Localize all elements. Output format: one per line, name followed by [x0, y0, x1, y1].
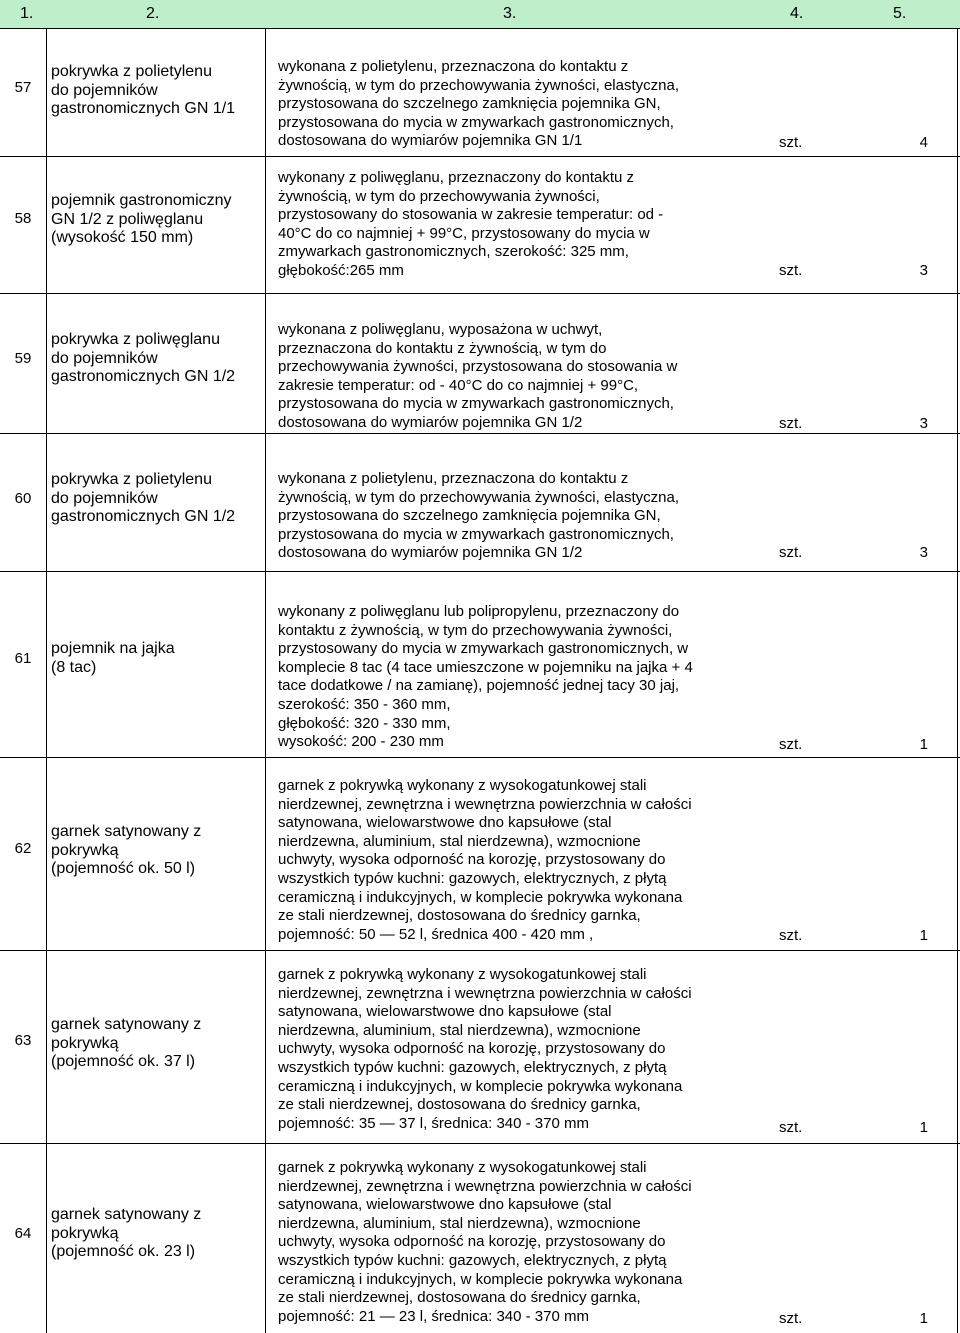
item-unit: szt.: [779, 1310, 803, 1327]
table-row: [0, 950, 960, 1143]
item-quantity: 1: [919, 1119, 928, 1136]
column-header-5: 5.: [893, 5, 907, 22]
item-quantity: 4: [919, 134, 928, 151]
item-description: wykonana z poliwęglanu, wyposażona w uchwyt, przeznaczona do kontaktu z żywnością, w tym do przechowywania żywności, przystosowana do stosowania w zakresie temperatur: od - 40°C do co najmniej + 99°C, przystosowana do mycia w zmywarkach gastronomicznych, dostosowana do wymiarów pojemnika GN 1/2: [278, 321, 678, 431]
row-number: 63: [14, 1032, 32, 1049]
item-name: pojemnik na jajka (8 tac): [51, 640, 175, 676]
item-name: pokrywka z polietylenu do pojemników gastronomicznych GN 1/1: [51, 63, 236, 118]
table-row: [0, 1143, 960, 1333]
item-name: pokrywka z polietylenu do pojemników gastronomicznych GN 1/2: [51, 471, 236, 526]
item-quantity: 1: [919, 736, 928, 753]
item-description: garnek z pokrywką wykonany z wysokogatunkowej stali nierdzewnej, zewnętrzna i wewnętrzna powierzchnia w całości satynowana, wielowarstwowe dno kapsułowe (stal nierdzewna, aluminium, stal nierdzewna), wzmocnione uchwyty, wysoka odporność na korozję, przystosowany do wszystkich typów kuchni: gazowych, elektrycznych, z płytą ceramiczną i indukcyjnych, w komplecie pokrywka wykonana ze stali nierdzewnej, dostosowana do średnicy garnka, pojemność: 21 — 23 l, średnica: 340 - 370 mm: [278, 1159, 692, 1325]
item-unit: szt.: [779, 544, 803, 561]
item-name: pokrywka z poliwęglanu do pojemników gastronomicznych GN 1/2: [51, 331, 236, 386]
column-header-3: 3.: [503, 5, 517, 22]
column-header-1: 1.: [20, 5, 34, 22]
row-number: 61: [14, 650, 32, 667]
item-unit: szt.: [779, 134, 803, 151]
table-row: [0, 293, 960, 433]
row-number: 59: [14, 350, 32, 367]
item-quantity: 3: [919, 262, 928, 279]
item-name: garnek satynowany z pokrywką (pojemność ok. 50 l): [51, 823, 202, 878]
item-description: garnek z pokrywką wykonany z wysokogatunkowej stali nierdzewnej, zewnętrzna i wewnętrzna powierzchnia w całości satynowana, wielowarstwowe dno kapsułowe (stal nierdzewna, aluminium, stal nierdzewna), wzmocnione uchwyty, wysoka odporność na korozję, przystosowany do wszystkich typów kuchni: gazowych, elektrycznych, z płytą ceramiczną i indukcyjnych, w komplecie pokrywka wykonana ze stali nierdzewnej, dostosowana do średnicy garnka, pojemność: 35 — 37 l, średnica: 340 - 370 mm: [278, 966, 692, 1132]
item-unit: szt.: [779, 415, 803, 432]
table-row: [0, 433, 960, 571]
item-unit: szt.: [779, 262, 803, 279]
item-quantity: 1: [919, 927, 928, 944]
item-quantity: 3: [919, 415, 928, 432]
row-number: 60: [14, 490, 32, 507]
row-number: 62: [14, 840, 32, 857]
column-header-row: [0, 0, 960, 29]
item-description: wykonany z poliwęglanu, przeznaczony do kontaktu z żywnością, w tym do przechowywania żywności, przystosowany do stosowania w zakresie temperatur: od - 40°C do co najmniej + 99°C, przystosowany do mycia w zmywarkach gastronomicznych, szerokość: 325 mm, głębokość:265 mm: [278, 169, 664, 279]
item-quantity: 1: [919, 1310, 928, 1327]
table-row: [0, 156, 960, 293]
table-row: [0, 28, 960, 156]
column-header-2: 2.: [146, 5, 160, 22]
row-number: 58: [14, 210, 32, 227]
item-quantity: 3: [919, 544, 928, 561]
item-name: garnek satynowany z pokrywką (pojemność ok. 23 l): [51, 1206, 202, 1261]
item-description: wykonany z poliwęglanu lub polipropylenu, przeznaczony do kontaktu z żywnością, w tym do przechowywania żywności, przystosowany do mycia w zmywarkach gastronomicznych, w komplecie 8 tac (4 tace umieszczone w pojemniku na jajka + 4 tace dodatkowe / na zamianę), pojemność jednej tacy 30 jaj, szerokość: 350 - 360 mm, głębokość: 320 - 330 mm, wysokość: 200 - 230 mm: [278, 603, 693, 751]
item-description: wykonana z polietylenu, przeznaczona do kontaktu z żywnością, w tym do przechowywania żywności, elastyczna, przystosowana do szczelnego zamknięcia pojemnika GN, przystosowana do mycia w zmywarkach gastronomicznych, dostosowana do wymiarów pojemnika GN 1/2: [278, 470, 679, 562]
table-row: [0, 757, 960, 950]
row-number: 64: [14, 1225, 32, 1242]
row-number: 57: [14, 79, 32, 96]
item-unit: szt.: [779, 1119, 803, 1136]
item-unit: szt.: [779, 736, 803, 753]
item-description: garnek z pokrywką wykonany z wysokogatunkowej stali nierdzewnej, zewnętrzna i wewnętrzna powierzchnia w całości satynowana, wielowarstwowe dno kapsułowe (stal nierdzewna, aluminium, stal nierdzewna), wzmocnione uchwyty, wysoka odporność na korozję, przystosowany do wszystkich typów kuchni: gazowych, elektrycznych, z płytą ceramiczną i indukcyjnych, w komplecie pokrywka wykonana ze stali nierdzewnej, dostosowana do średnicy garnka, pojemność: 50 — 52 l, średnica 400 - 420 mm ,: [278, 777, 692, 943]
item-unit: szt.: [779, 927, 803, 944]
column-header-4: 4.: [790, 5, 804, 22]
table-row: [0, 571, 960, 757]
item-name: garnek satynowany z pokrywką (pojemność ok. 37 l): [51, 1016, 202, 1071]
item-description: wykonana z polietylenu, przeznaczona do kontaktu z żywnością, w tym do przechowywania żywności, elastyczna, przystosowana do szczelnego zamknięcia pojemnika GN, przystosowana do mycia w zmywarkach gastronomicznych, dostosowana do wymiarów pojemnika GN 1/1: [278, 58, 679, 150]
item-name: pojemnik gastronomiczny GN 1/2 z poliwęglanu (wysokość 150 mm): [51, 192, 232, 247]
